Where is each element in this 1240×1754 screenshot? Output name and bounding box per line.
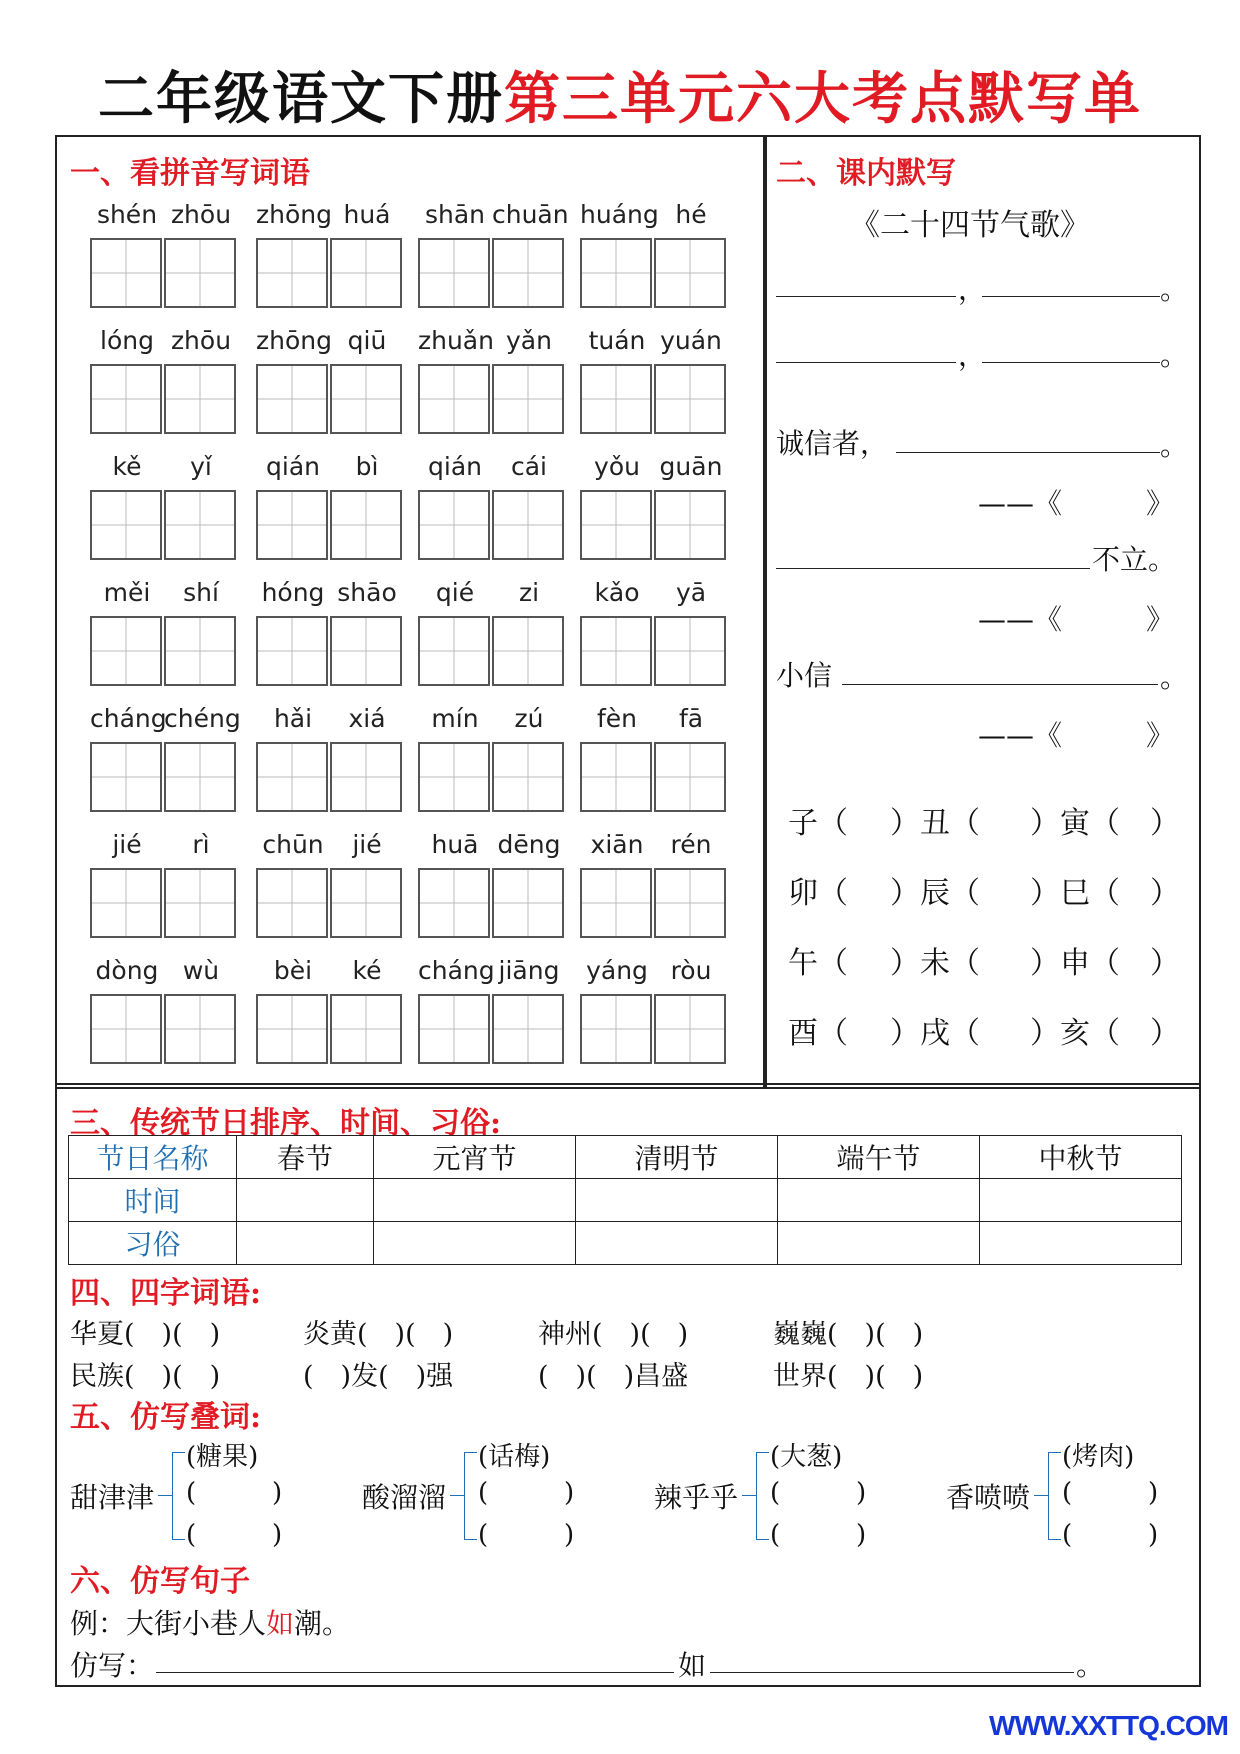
pinyin-label: qián <box>266 452 320 481</box>
writing-cell[interactable] <box>654 616 726 686</box>
zodiac-text: 酉（ <box>788 1016 848 1051</box>
pinyin-label: chéng <box>164 704 241 733</box>
writing-cell[interactable] <box>492 364 564 434</box>
line-3-prefix: 诚信者， <box>776 427 889 460</box>
festival-name: 春节 <box>237 1136 374 1179</box>
writing-cell[interactable] <box>330 616 402 686</box>
pinyin-label: kě <box>112 452 142 481</box>
row-label-custom: 习俗 <box>69 1222 237 1265</box>
example-word: (大葱) <box>770 1442 843 1472</box>
writing-cell[interactable] <box>418 490 490 560</box>
writing-cell[interactable] <box>654 238 726 308</box>
section-1-heading: 一、看拼音写词语 <box>70 156 310 191</box>
writing-cell[interactable] <box>418 742 490 812</box>
writing-cell[interactable] <box>492 616 564 686</box>
line-5-prefix: 小信 <box>776 659 833 692</box>
writing-cell[interactable] <box>90 238 162 308</box>
zodiac-text: ）戌（ <box>890 1016 980 1051</box>
pinyin-label: huá <box>343 200 391 229</box>
watermark: WWW.XXTTQ.COM <box>989 1710 1228 1741</box>
pinyin-label: dēng <box>497 830 561 859</box>
pinyin-label: xiān <box>590 830 644 859</box>
brace-tick <box>450 1495 464 1496</box>
writing-cell[interactable] <box>580 742 652 812</box>
pinyin-label: shān <box>424 200 486 229</box>
writing-cell[interactable] <box>256 490 328 560</box>
zodiac-text: ）辰（ <box>890 876 980 911</box>
answer-line[interactable] <box>842 684 1158 685</box>
pinyin-label: shí <box>183 578 219 607</box>
answer-cell[interactable] <box>979 1222 1181 1265</box>
zodiac-text: ） <box>1150 946 1180 981</box>
writing-cell[interactable] <box>418 868 490 938</box>
writing-cell[interactable] <box>90 616 162 686</box>
writing-cell[interactable] <box>256 994 328 1064</box>
zodiac-text: ）亥（ <box>1030 1016 1120 1051</box>
pinyin-label: wù <box>182 956 220 985</box>
page-title: 二年级语文下册第三单元六大考点默写单 <box>98 66 1142 132</box>
pinyin-label: dòng <box>95 956 159 985</box>
section-5-heading: 五、仿写叠词: <box>70 1400 262 1435</box>
writing-cell[interactable] <box>164 364 236 434</box>
example-word: (糖果) <box>186 1442 259 1472</box>
answer-line[interactable] <box>710 1672 1074 1673</box>
writing-cell[interactable] <box>654 994 726 1064</box>
pinyin-label: cháng <box>418 956 495 985</box>
answer-cell[interactable] <box>777 1222 979 1265</box>
pinyin-label: qián <box>428 452 482 481</box>
writing-cell[interactable] <box>164 616 236 686</box>
pinyin-label: shāo <box>337 578 397 607</box>
answer-line[interactable] <box>896 452 1160 453</box>
section-3-heading: 三、传统节日排序、时间、习俗: <box>70 1106 502 1141</box>
zodiac-text: ）未（ <box>890 946 980 981</box>
writing-cell[interactable] <box>580 364 652 434</box>
writing-cell[interactable] <box>90 364 162 434</box>
pinyin-label: kǎo <box>594 578 640 607</box>
answer-cell[interactable] <box>575 1222 777 1265</box>
answer-line[interactable] <box>776 296 956 297</box>
pinyin-label: huā <box>431 830 479 859</box>
word-item[interactable]: ( )发( )强 <box>303 1361 454 1392</box>
writing-cell[interactable] <box>90 490 162 560</box>
pinyin-label: hóng <box>261 578 325 607</box>
writing-cell[interactable] <box>256 616 328 686</box>
pinyin-label: zhuǎn <box>418 326 494 355</box>
writing-cell[interactable] <box>418 364 490 434</box>
pinyin-label: měi <box>103 578 151 607</box>
pinyin-label: zú <box>514 704 544 733</box>
writing-cell[interactable] <box>164 238 236 308</box>
line-4-suffix: 不立。 <box>1092 543 1177 576</box>
writing-cell[interactable] <box>330 238 402 308</box>
writing-cell[interactable] <box>418 994 490 1064</box>
writing-cell[interactable] <box>90 868 162 938</box>
row-label-time: 时间 <box>69 1179 237 1222</box>
answer-line[interactable] <box>776 362 956 363</box>
writing-cell[interactable] <box>654 364 726 434</box>
example-sentence: 例：大街小巷人如潮。 <box>70 1607 351 1640</box>
writing-cell[interactable] <box>492 238 564 308</box>
base-word: 辣乎乎 <box>654 1481 739 1514</box>
pinyin-label: jiāng <box>498 956 560 985</box>
pinyin-label: ròu <box>670 956 712 985</box>
word-item[interactable]: 巍巍( )( ) <box>773 1319 924 1350</box>
pinyin-label: lóng <box>100 326 154 355</box>
pinyin-label: chūn <box>262 830 324 859</box>
zodiac-text: ）丑（ <box>890 806 980 841</box>
pinyin-label: cái <box>510 452 547 481</box>
pinyin-label: fèn <box>596 704 638 733</box>
festival-name: 端午节 <box>777 1136 979 1179</box>
writing-cell[interactable] <box>164 868 236 938</box>
word-item[interactable]: ( )( )昌盛 <box>538 1361 689 1392</box>
word-item[interactable]: 炎黄( )( ) <box>303 1319 454 1350</box>
answer-cell[interactable] <box>374 1222 576 1265</box>
writing-cell[interactable] <box>330 742 402 812</box>
base-word: 酸溜溜 <box>362 1481 447 1514</box>
writing-cell[interactable] <box>418 616 490 686</box>
brace <box>1048 1452 1061 1540</box>
pinyin-label: ké <box>352 956 382 985</box>
answer-cell[interactable] <box>237 1179 374 1222</box>
pinyin-label: chuān <box>492 200 569 229</box>
pinyin-label: bì <box>355 452 379 481</box>
answer-cell[interactable] <box>979 1179 1181 1222</box>
pinyin-label: cháng <box>90 704 167 733</box>
zodiac-text: ） <box>1150 876 1180 911</box>
zodiac-text: ）申（ <box>1030 946 1120 981</box>
writing-cell[interactable] <box>90 742 162 812</box>
example-word: (话梅) <box>478 1442 551 1472</box>
pinyin-label: huáng <box>580 200 659 229</box>
pinyin-label: hé <box>675 200 707 229</box>
answer-line[interactable] <box>982 296 1160 297</box>
word-item[interactable]: 华夏( )( ) <box>70 1319 221 1350</box>
poem-title: 《二十四节气歌》 <box>850 208 1090 243</box>
pinyin-label: zi <box>518 578 540 607</box>
pinyin-label: zhōu <box>170 200 232 229</box>
festival-name: 元宵节 <box>374 1136 576 1179</box>
zodiac-text: 卯（ <box>788 876 848 911</box>
example-word: (烤肉) <box>1062 1442 1135 1472</box>
writing-cell[interactable] <box>256 364 328 434</box>
answer-cell[interactable] <box>237 1222 374 1265</box>
pinyin-label: rì <box>192 830 210 859</box>
writing-cell[interactable] <box>90 994 162 1064</box>
writing-cell[interactable] <box>654 490 726 560</box>
zodiac-text: ） <box>1150 1016 1180 1051</box>
answer-cell[interactable] <box>374 1179 576 1222</box>
word-item[interactable]: 神州( )( ) <box>538 1319 689 1350</box>
zodiac-text: 子（ <box>788 806 848 841</box>
brace-tick <box>742 1495 756 1496</box>
writing-cell[interactable] <box>256 868 328 938</box>
answer-line[interactable] <box>156 1672 674 1673</box>
base-word: 甜津津 <box>70 1481 155 1514</box>
pinyin-label: fā <box>678 704 704 733</box>
pinyin-label: zhōng <box>256 326 332 355</box>
pinyin-label: jié <box>112 830 142 859</box>
pinyin-label: mín <box>431 704 479 733</box>
writing-cell[interactable] <box>580 238 652 308</box>
writing-cell[interactable] <box>654 742 726 812</box>
writing-cell[interactable] <box>330 868 402 938</box>
section-2-heading: 二、课内默写 <box>776 156 956 191</box>
writing-cell[interactable] <box>580 868 652 938</box>
writing-cell[interactable] <box>330 490 402 560</box>
zodiac-text: ）寅（ <box>1030 806 1120 841</box>
writing-cell[interactable] <box>492 994 564 1064</box>
writing-cell[interactable] <box>654 868 726 938</box>
pinyin-label: yuán <box>660 326 722 355</box>
pinyin-label: zhōu <box>170 326 232 355</box>
source-dash: ——《 <box>978 719 1063 752</box>
pinyin-label: yǎn <box>506 326 552 355</box>
zodiac-text: ） <box>1150 806 1180 841</box>
answer-line[interactable] <box>776 568 1090 569</box>
writing-cell[interactable] <box>330 364 402 434</box>
pinyin-label: rén <box>670 830 712 859</box>
pinyin-label: xiá <box>348 704 386 733</box>
writing-cell[interactable] <box>492 490 564 560</box>
pinyin-label: qiū <box>347 326 387 355</box>
writing-cell[interactable] <box>418 238 490 308</box>
source-dash: ——《 <box>978 487 1063 520</box>
writing-cell[interactable] <box>580 994 652 1064</box>
table-header-label: 节日名称 <box>69 1136 237 1179</box>
brace <box>756 1452 769 1540</box>
writing-cell[interactable] <box>256 742 328 812</box>
base-word: 香喷喷 <box>946 1481 1031 1514</box>
festival-table <box>68 1135 1182 1265</box>
pinyin-label: yáng <box>586 956 648 985</box>
pinyin-label: tuán <box>588 326 646 355</box>
brace-tick <box>158 1495 172 1496</box>
writing-cell[interactable] <box>580 616 652 686</box>
word-item[interactable]: 世界( )( ) <box>773 1361 924 1392</box>
writing-cell[interactable] <box>164 490 236 560</box>
pinyin-label: qié <box>435 578 475 607</box>
answer-cell[interactable] <box>777 1179 979 1222</box>
answer-cell[interactable] <box>575 1179 777 1222</box>
festival-name: 中秋节 <box>979 1136 1181 1179</box>
writing-cell[interactable] <box>256 238 328 308</box>
section-4-heading: 四、四字词语: <box>70 1276 262 1311</box>
pinyin-label: yā <box>675 578 707 607</box>
brace-tick <box>1034 1495 1048 1496</box>
section-6-heading: 六、仿写句子 <box>70 1564 250 1599</box>
writing-cell[interactable] <box>492 868 564 938</box>
pinyin-label: yǐ <box>190 452 212 481</box>
pinyin-label: guān <box>659 452 723 481</box>
writing-cell[interactable] <box>580 490 652 560</box>
pinyin-label: bèi <box>273 956 313 985</box>
writing-cell[interactable] <box>164 994 236 1064</box>
zodiac-text: 午（ <box>788 946 848 981</box>
festival-name: 清明节 <box>575 1136 777 1179</box>
writing-cell[interactable] <box>164 742 236 812</box>
pinyin-label: yǒu <box>594 452 640 481</box>
writing-cell[interactable] <box>330 994 402 1064</box>
pinyin-label: hǎi <box>273 704 313 733</box>
pinyin-label: jié <box>352 830 382 859</box>
source-dash: ——《 <box>978 603 1063 636</box>
pinyin-label: zhōng <box>256 200 332 229</box>
brace <box>464 1452 477 1540</box>
writing-cell[interactable] <box>492 742 564 812</box>
word-item[interactable]: 民族( )( ) <box>70 1361 221 1392</box>
pinyin-label: shén <box>96 200 158 229</box>
brace <box>172 1452 185 1540</box>
write-label: 仿写： <box>70 1649 155 1682</box>
zodiac-text: ）巳（ <box>1030 876 1120 911</box>
answer-line[interactable] <box>982 362 1160 363</box>
